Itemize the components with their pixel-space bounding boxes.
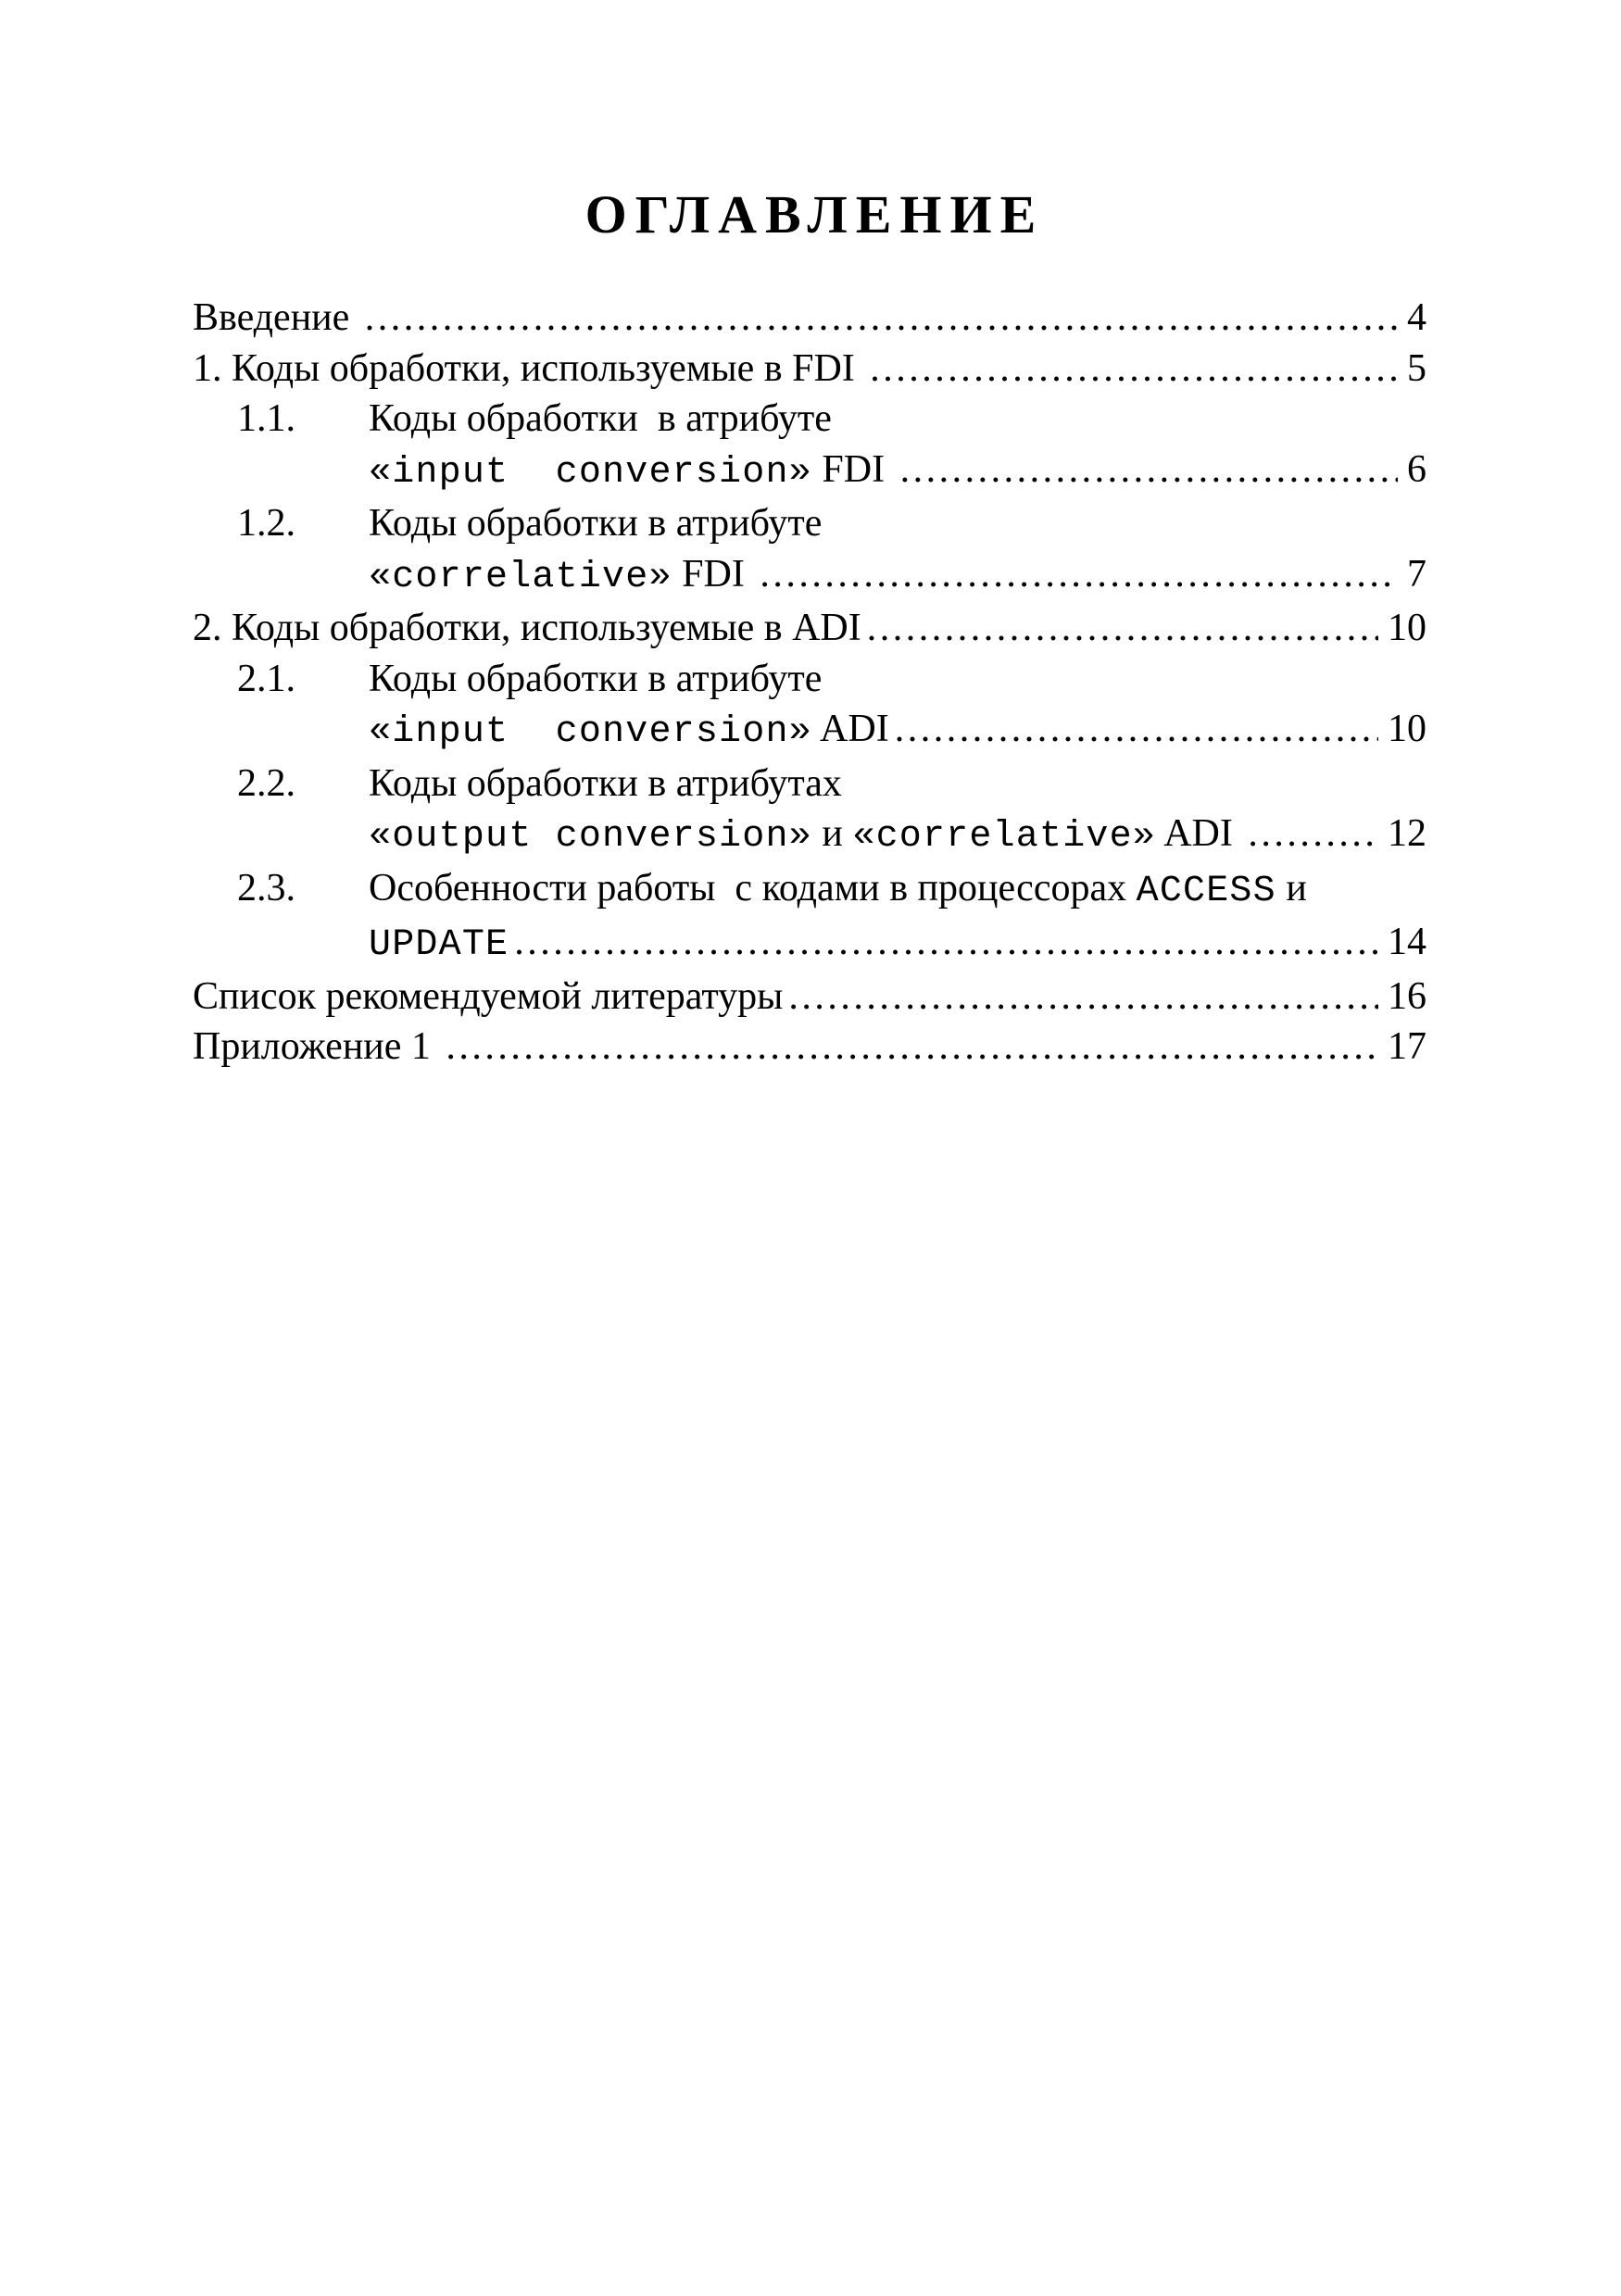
- dot-leader: [754, 549, 1398, 600]
- text-segment-serif: ADI: [1156, 812, 1243, 855]
- text-segment-serif: Коды обработки в атрибутах: [369, 761, 842, 805]
- text-segment-serif: Коды обработки в атрибуте: [369, 502, 823, 545]
- page-number: 16: [1388, 974, 1426, 1018]
- toc-entry: [193, 917, 1426, 972]
- entry-text: [369, 917, 509, 972]
- text-segment-serif: и: [1275, 866, 1307, 910]
- text-segment-serif: Коды обработки в атрибуте: [369, 657, 823, 700]
- entry-text: [193, 972, 783, 1023]
- text-segment-mono: «input conversion»: [369, 451, 812, 494]
- dot-leader: [440, 1022, 1378, 1073]
- toc-entry: [193, 549, 1426, 604]
- entry-number: 2.2.: [237, 761, 295, 805]
- page-number: 17: [1388, 1025, 1426, 1068]
- toc-entry: [193, 445, 1426, 499]
- text-segment-mono: «output conversion»: [369, 816, 812, 858]
- entry-number: 2.3.: [237, 866, 295, 910]
- dot-leader: [783, 972, 1378, 1023]
- text-segment-mono: ACCESS: [1136, 870, 1276, 912]
- entry-text: [369, 549, 754, 604]
- dot-leader: [509, 917, 1378, 968]
- text-segment-serif: Приложение 1: [193, 1025, 441, 1068]
- text-segment-serif: Коды обработки в атрибуте: [369, 397, 832, 440]
- toc-entry: [193, 704, 1426, 759]
- dot-leader: [359, 293, 1398, 344]
- text-segment-mono: UPDATE: [369, 924, 509, 966]
- entry-number: 1.1.: [237, 397, 295, 440]
- page-title: ОГЛАВЛЕНИЕ: [584, 184, 1045, 245]
- entry-text: [193, 1022, 440, 1073]
- entry-text: [369, 394, 832, 445]
- text-segment-serif: FDI: [811, 447, 895, 491]
- entry-text: [193, 293, 359, 344]
- text-segment-mono: «correlative»: [852, 816, 1157, 858]
- entry-text: [193, 344, 864, 395]
- entry-text: [369, 498, 822, 549]
- text-segment-mono: «correlative»: [369, 556, 672, 598]
- table-of-contents: [193, 293, 1426, 1073]
- entry-text: [193, 603, 861, 654]
- entry-text: [369, 445, 895, 499]
- text-segment-serif: 2. Коды обработки, используемые в ADI: [193, 607, 861, 649]
- entry-number: 2.1.: [237, 657, 295, 700]
- text-segment-serif: 1. Коды обработки, используемые в FDI: [193, 346, 865, 390]
- page-number: 5: [1407, 346, 1426, 390]
- dot-leader: [895, 445, 1398, 496]
- dot-leader: [889, 704, 1378, 755]
- toc-entry: [193, 498, 1426, 549]
- toc-entry: [193, 1022, 1426, 1073]
- entry-text: [369, 704, 889, 759]
- toc-entry: [193, 863, 1426, 918]
- toc-entry: [193, 654, 1426, 705]
- dot-leader: [861, 603, 1378, 654]
- text-segment-serif: Список рекомендуемой литературы: [193, 974, 784, 1018]
- toc-entry: [193, 809, 1426, 863]
- text-segment-mono: «input conversion»: [369, 711, 812, 753]
- page-number: 10: [1388, 607, 1426, 649]
- text-segment-serif: Введение: [193, 296, 359, 339]
- toc-entry: [193, 603, 1426, 654]
- toc-entry: [193, 394, 1426, 445]
- page-number: 10: [1388, 708, 1426, 750]
- toc-entry: [193, 972, 1426, 1023]
- entry-text: [369, 654, 822, 705]
- toc-entry: [193, 759, 1426, 809]
- text-segment-serif: Особенности работы с кодами в процессорах: [369, 866, 1137, 910]
- page-number: 4: [1407, 296, 1426, 339]
- entry-text: [369, 759, 842, 809]
- entry-text: [369, 863, 1307, 918]
- dot-leader: [864, 344, 1398, 395]
- dot-leader: [1242, 809, 1378, 859]
- entry-text: [369, 809, 1242, 863]
- text-segment-serif: FDI: [672, 552, 755, 596]
- entry-number: 1.2.: [237, 502, 295, 545]
- text-segment-serif: ADI: [811, 708, 889, 750]
- page-number: 12: [1388, 812, 1426, 855]
- page-number: 6: [1407, 447, 1426, 491]
- page-number: 7: [1407, 552, 1426, 596]
- page-number: 14: [1388, 921, 1426, 963]
- toc-entry: [193, 293, 1426, 344]
- toc-entry: [193, 344, 1426, 395]
- text-segment-serif: и: [811, 812, 853, 855]
